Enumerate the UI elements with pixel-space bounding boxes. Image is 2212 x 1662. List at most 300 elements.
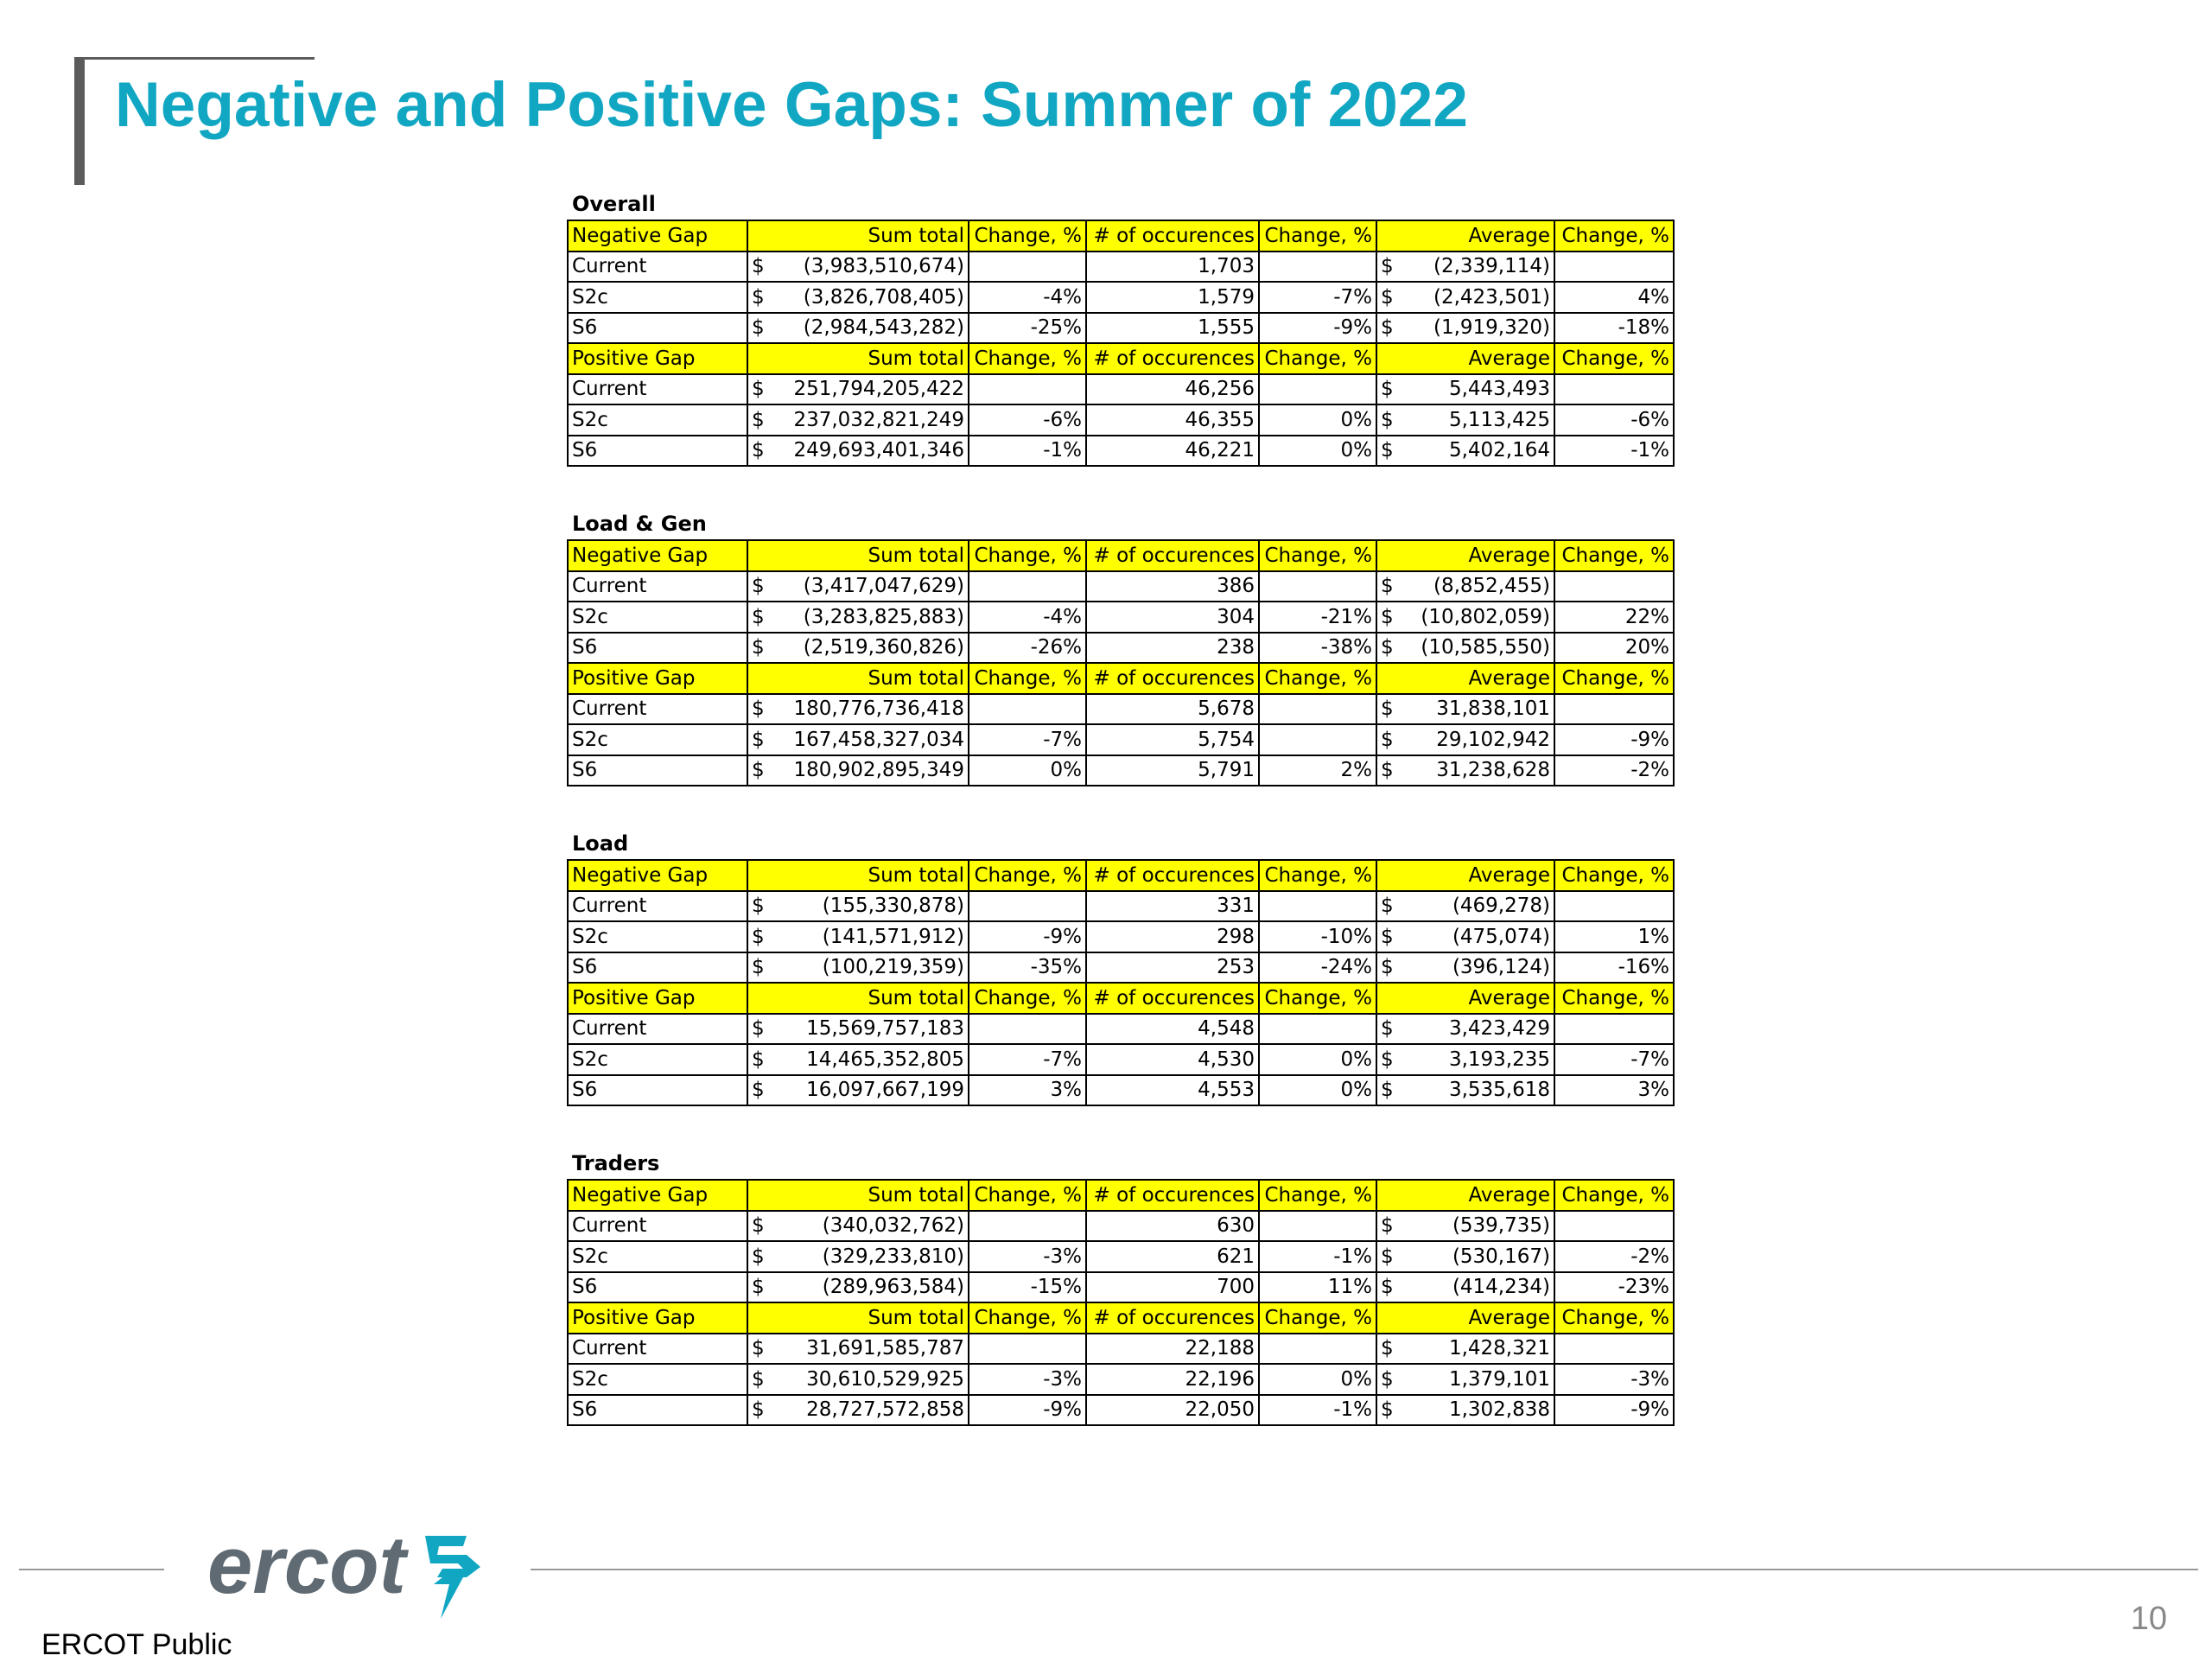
occurrences-cell: 253 xyxy=(1086,952,1259,984)
column-header: Negative Gap xyxy=(568,540,747,571)
occurrences-cell: 621 xyxy=(1086,1241,1259,1272)
average-cell-value: 3,193,235 xyxy=(1448,1048,1550,1071)
column-header: Change, % xyxy=(1259,1180,1376,1211)
sum-change-cell: -3% xyxy=(969,1241,1086,1272)
occurrences-change-cell xyxy=(1259,252,1376,283)
occurrences-change-cell xyxy=(1259,1014,1376,1045)
sum-total-cell-value: (3,283,825,883) xyxy=(803,605,964,628)
occurrences-change-cell: 0% xyxy=(1259,1364,1376,1395)
occurrences-change-cell: 0% xyxy=(1259,1044,1376,1075)
sum-total-cell-value: 15,569,757,183 xyxy=(806,1017,964,1041)
average-cell xyxy=(1376,252,1554,283)
average-change-cell xyxy=(1554,694,1674,725)
average-cell-value: 1,302,838 xyxy=(1448,1398,1550,1422)
occurrences-change-cell xyxy=(1259,891,1376,922)
sum-change-cell: -26% xyxy=(969,633,1086,664)
gap-table xyxy=(567,1179,1675,1426)
average-cell-value: (2,423,501) xyxy=(1433,285,1550,309)
sum-change-cell: 3% xyxy=(969,1075,1086,1106)
row-label: S6 xyxy=(568,1272,747,1303)
occurrences-change-cell: -10% xyxy=(1259,921,1376,952)
occurrences-cell: 4,530 xyxy=(1086,1044,1259,1075)
occurrences-cell: 1,555 xyxy=(1086,313,1259,344)
sum-total-cell xyxy=(747,891,969,922)
sum-change-cell xyxy=(969,891,1086,922)
sum-change-cell: -1% xyxy=(969,436,1086,467)
average-cell-value: (475,074) xyxy=(1452,925,1550,948)
average-change-cell: -3% xyxy=(1554,1364,1674,1395)
currency-symbol: $ xyxy=(752,636,765,659)
page-number: 10 xyxy=(2130,1601,2167,1637)
column-header: Sum total xyxy=(747,663,969,694)
section-title: Traders xyxy=(572,1151,660,1175)
currency-symbol: $ xyxy=(1381,1048,1394,1071)
sum-total-cell xyxy=(747,1241,969,1272)
sum-change-cell xyxy=(969,252,1086,283)
row-label: S6 xyxy=(568,1075,747,1106)
occurrences-cell: 238 xyxy=(1086,633,1259,664)
footer-divider-right xyxy=(531,1569,2198,1570)
table-row xyxy=(568,571,1674,602)
average-cell xyxy=(1376,724,1554,755)
table-header-row xyxy=(568,663,1674,694)
table-section xyxy=(567,1148,1673,1426)
currency-symbol: $ xyxy=(752,285,765,309)
occurrences-cell: 22,050 xyxy=(1086,1395,1259,1426)
column-header: # of occurences xyxy=(1086,1180,1259,1211)
currency-symbol: $ xyxy=(1381,316,1394,340)
sum-change-cell: -25% xyxy=(969,313,1086,344)
occurrences-change-cell: 2% xyxy=(1259,755,1376,786)
sum-total-cell xyxy=(747,404,969,436)
sum-total-cell-value: (3,826,708,405) xyxy=(803,285,964,309)
occurrences-change-cell: 0% xyxy=(1259,1075,1376,1106)
table-row xyxy=(568,282,1674,313)
currency-symbol: $ xyxy=(752,956,765,979)
currency-symbol: $ xyxy=(752,575,765,598)
column-header: Change, % xyxy=(1554,663,1674,694)
sum-change-cell xyxy=(969,374,1086,405)
sum-total-cell-value: (100,219,359) xyxy=(822,956,964,979)
average-change-cell: 4% xyxy=(1554,282,1674,313)
currency-symbol: $ xyxy=(752,1367,765,1391)
sum-change-cell: -9% xyxy=(969,921,1086,952)
sum-total-cell xyxy=(747,755,969,786)
title-accent-line xyxy=(74,57,315,60)
table-header-row xyxy=(568,343,1674,374)
column-header: Change, % xyxy=(1554,1180,1674,1211)
currency-symbol: $ xyxy=(1381,408,1394,431)
currency-symbol: $ xyxy=(752,1017,765,1041)
sum-total-cell xyxy=(747,1211,969,1242)
sum-total-cell xyxy=(747,374,969,405)
sum-total-cell-value: 249,693,401,346 xyxy=(793,439,964,462)
average-change-cell: -6% xyxy=(1554,404,1674,436)
table-row xyxy=(568,1395,1674,1426)
average-cell-value: 1,379,101 xyxy=(1448,1367,1550,1391)
average-change-cell xyxy=(1554,1334,1674,1365)
column-header: # of occurences xyxy=(1086,983,1259,1014)
average-change-cell: -18% xyxy=(1554,313,1674,344)
sum-total-cell xyxy=(747,952,969,984)
row-label: S2c xyxy=(568,1241,747,1272)
column-header: Change, % xyxy=(969,983,1086,1014)
currency-symbol: $ xyxy=(752,1245,765,1268)
average-change-cell xyxy=(1554,891,1674,922)
occurrences-change-cell: -1% xyxy=(1259,1241,1376,1272)
column-header: # of occurences xyxy=(1086,540,1259,571)
sum-total-cell xyxy=(747,1272,969,1303)
column-header: Average xyxy=(1376,220,1554,252)
table-row xyxy=(568,952,1674,984)
currency-symbol: $ xyxy=(752,408,765,431)
currency-symbol: $ xyxy=(752,378,765,401)
occurrences-change-cell xyxy=(1259,571,1376,602)
column-header: Change, % xyxy=(1554,343,1674,374)
lightning-icon xyxy=(425,1536,480,1577)
currency-symbol: $ xyxy=(752,1337,765,1360)
average-cell-value: (1,919,320) xyxy=(1433,316,1550,340)
gap-table xyxy=(567,220,1675,467)
column-header: Change, % xyxy=(1259,983,1376,1014)
column-header: Average xyxy=(1376,1302,1554,1334)
sum-total-cell xyxy=(747,724,969,755)
column-header: Negative Gap xyxy=(568,860,747,891)
sum-change-cell: -35% xyxy=(969,952,1086,984)
column-header: Change, % xyxy=(1554,983,1674,1014)
sum-change-cell: -9% xyxy=(969,1395,1086,1426)
column-header: Sum total xyxy=(747,983,969,1014)
average-change-cell xyxy=(1554,571,1674,602)
occurrences-change-cell: 11% xyxy=(1259,1272,1376,1303)
column-header: Change, % xyxy=(1259,860,1376,891)
column-header: # of occurences xyxy=(1086,663,1259,694)
currency-symbol: $ xyxy=(1381,605,1394,628)
sum-total-cell xyxy=(747,602,969,633)
average-cell xyxy=(1376,404,1554,436)
table-header-row xyxy=(568,860,1674,891)
average-cell xyxy=(1376,313,1554,344)
gap-table xyxy=(567,859,1675,1106)
table-header-row xyxy=(568,1180,1674,1211)
sum-total-cell-value: (3,983,510,674) xyxy=(803,255,964,278)
occurrences-cell: 4,548 xyxy=(1086,1014,1259,1045)
section-title: Overall xyxy=(572,192,656,216)
occurrences-cell: 22,188 xyxy=(1086,1334,1259,1365)
sum-change-cell: 0% xyxy=(969,755,1086,786)
currency-symbol: $ xyxy=(752,605,765,628)
row-label: S6 xyxy=(568,755,747,786)
row-label: Current xyxy=(568,1334,747,1365)
currency-symbol: $ xyxy=(752,728,765,751)
average-change-cell xyxy=(1554,374,1674,405)
column-header: Negative Gap xyxy=(568,1180,747,1211)
column-header: Average xyxy=(1376,343,1554,374)
occurrences-cell: 1,579 xyxy=(1086,282,1259,313)
currency-symbol: $ xyxy=(752,1214,765,1238)
average-cell-value: (530,167) xyxy=(1452,1245,1550,1268)
sum-total-cell xyxy=(747,571,969,602)
column-header: Change, % xyxy=(1259,343,1376,374)
currency-symbol: $ xyxy=(1381,439,1394,462)
column-header: Sum total xyxy=(747,1180,969,1211)
table-row xyxy=(568,694,1674,725)
sum-total-cell-value: (2,984,543,282) xyxy=(803,316,964,340)
sum-total-cell-value: 14,465,352,805 xyxy=(806,1048,964,1071)
average-cell xyxy=(1376,1075,1554,1106)
table-row xyxy=(568,313,1674,344)
column-header: Change, % xyxy=(1259,220,1376,252)
average-cell-value: 3,423,429 xyxy=(1448,1017,1550,1041)
column-header: Change, % xyxy=(969,860,1086,891)
column-header: Change, % xyxy=(969,220,1086,252)
average-cell xyxy=(1376,633,1554,664)
average-cell-value: (8,852,455) xyxy=(1433,575,1550,598)
average-cell-value: 1,428,321 xyxy=(1448,1337,1550,1360)
sum-total-cell xyxy=(747,1075,969,1106)
occurrences-cell: 5,754 xyxy=(1086,724,1259,755)
row-label: S2c xyxy=(568,724,747,755)
average-change-cell: -1% xyxy=(1554,436,1674,467)
column-header: Negative Gap xyxy=(568,220,747,252)
average-cell-value: (2,339,114) xyxy=(1433,255,1550,278)
column-header: # of occurences xyxy=(1086,343,1259,374)
row-label: Current xyxy=(568,1014,747,1045)
occurrences-change-cell xyxy=(1259,374,1376,405)
average-change-cell: -2% xyxy=(1554,1241,1674,1272)
average-cell xyxy=(1376,1211,1554,1242)
table-row xyxy=(568,374,1674,405)
sum-total-cell-value: (289,963,584) xyxy=(822,1276,964,1299)
currency-symbol: $ xyxy=(752,895,765,918)
occurrences-change-cell xyxy=(1259,694,1376,725)
occurrences-cell: 331 xyxy=(1086,891,1259,922)
average-change-cell: -9% xyxy=(1554,724,1674,755)
currency-symbol: $ xyxy=(752,697,765,721)
column-header: Sum total xyxy=(747,540,969,571)
sum-total-cell-value: (329,233,810) xyxy=(822,1245,964,1268)
average-change-cell: -23% xyxy=(1554,1272,1674,1303)
sum-change-cell xyxy=(969,694,1086,725)
occurrences-cell: 700 xyxy=(1086,1272,1259,1303)
average-cell-value: (10,802,059) xyxy=(1421,605,1550,628)
currency-symbol: $ xyxy=(752,255,765,278)
average-change-cell xyxy=(1554,1211,1674,1242)
column-header: Positive Gap xyxy=(568,983,747,1014)
column-header: Average xyxy=(1376,663,1554,694)
row-label: S2c xyxy=(568,602,747,633)
sum-total-cell-value: 167,458,327,034 xyxy=(793,728,964,751)
currency-symbol: $ xyxy=(752,1398,765,1422)
table-section xyxy=(567,188,1673,467)
row-label: S2c xyxy=(568,1364,747,1395)
average-change-cell: -2% xyxy=(1554,755,1674,786)
sum-change-cell: -6% xyxy=(969,404,1086,436)
lightning-bolt-icon xyxy=(434,1577,463,1619)
column-header: Sum total xyxy=(747,1302,969,1334)
column-header: Change, % xyxy=(1259,540,1376,571)
gap-tables xyxy=(567,188,1673,1468)
section-title: Load xyxy=(572,831,629,856)
average-change-cell xyxy=(1554,1014,1674,1045)
occurrences-change-cell: -38% xyxy=(1259,633,1376,664)
average-change-cell xyxy=(1554,252,1674,283)
average-change-cell: 1% xyxy=(1554,921,1674,952)
sum-total-cell-value: (340,032,762) xyxy=(822,1214,964,1238)
average-cell xyxy=(1376,1044,1554,1075)
table-section xyxy=(567,828,1673,1106)
sum-total-cell-value: 180,902,895,349 xyxy=(793,759,964,782)
sum-total-cell xyxy=(747,1014,969,1045)
currency-symbol: $ xyxy=(1381,1276,1394,1299)
table-row xyxy=(568,1364,1674,1395)
occurrences-change-cell xyxy=(1259,724,1376,755)
average-cell xyxy=(1376,921,1554,952)
currency-symbol: $ xyxy=(1381,1214,1394,1238)
occurrences-cell: 5,791 xyxy=(1086,755,1259,786)
occurrences-cell: 22,196 xyxy=(1086,1364,1259,1395)
average-cell-value: 3,535,618 xyxy=(1448,1079,1550,1102)
currency-symbol: $ xyxy=(1381,956,1394,979)
occurrences-cell: 630 xyxy=(1086,1211,1259,1242)
average-change-cell: -9% xyxy=(1554,1395,1674,1426)
table-header-row xyxy=(568,1302,1674,1334)
occurrences-change-cell: -9% xyxy=(1259,313,1376,344)
table-row xyxy=(568,1044,1674,1075)
sum-total-cell-value: 31,691,585,787 xyxy=(806,1337,964,1360)
average-cell xyxy=(1376,952,1554,984)
currency-symbol: $ xyxy=(752,1276,765,1299)
row-label: S6 xyxy=(568,436,747,467)
currency-symbol: $ xyxy=(1381,925,1394,948)
average-cell xyxy=(1376,755,1554,786)
occurrences-change-cell xyxy=(1259,1334,1376,1365)
average-cell-value: 31,238,628 xyxy=(1436,759,1550,782)
occurrences-cell: 386 xyxy=(1086,571,1259,602)
currency-symbol: $ xyxy=(752,439,765,462)
currency-symbol: $ xyxy=(1381,378,1394,401)
table-header-row xyxy=(568,220,1674,252)
sum-change-cell: -3% xyxy=(969,1364,1086,1395)
sum-total-cell xyxy=(747,282,969,313)
table-row xyxy=(568,724,1674,755)
average-change-cell: 20% xyxy=(1554,633,1674,664)
column-header: Positive Gap xyxy=(568,663,747,694)
currency-symbol: $ xyxy=(752,316,765,340)
sum-total-cell xyxy=(747,1364,969,1395)
column-header: Sum total xyxy=(747,860,969,891)
currency-symbol: $ xyxy=(752,925,765,948)
currency-symbol: $ xyxy=(1381,1017,1394,1041)
column-header: Average xyxy=(1376,1180,1554,1211)
row-label: Current xyxy=(568,252,747,283)
occurrences-cell: 46,256 xyxy=(1086,374,1259,405)
sum-total-cell xyxy=(747,633,969,664)
average-cell-value: (539,735) xyxy=(1452,1214,1550,1238)
occurrences-cell: 46,221 xyxy=(1086,436,1259,467)
table-header-row xyxy=(568,983,1674,1014)
sum-total-cell xyxy=(747,313,969,344)
currency-symbol: $ xyxy=(1381,1079,1394,1102)
occurrences-change-cell: -21% xyxy=(1259,602,1376,633)
average-cell-value: (10,585,550) xyxy=(1421,636,1550,659)
row-label: Current xyxy=(568,891,747,922)
column-header: Change, % xyxy=(969,343,1086,374)
occurrences-change-cell: 0% xyxy=(1259,404,1376,436)
currency-symbol: $ xyxy=(752,1048,765,1071)
row-label: S6 xyxy=(568,633,747,664)
currency-symbol: $ xyxy=(1381,1398,1394,1422)
section-title: Load & Gen xyxy=(572,512,707,536)
table-row xyxy=(568,436,1674,467)
table-row xyxy=(568,1334,1674,1365)
column-header: # of occurences xyxy=(1086,1302,1259,1334)
sum-total-cell-value: 30,610,529,925 xyxy=(806,1367,964,1391)
sum-change-cell xyxy=(969,571,1086,602)
column-header: Change, % xyxy=(1259,663,1376,694)
occurrences-change-cell xyxy=(1259,1211,1376,1242)
occurrences-cell: 304 xyxy=(1086,602,1259,633)
row-label: S2c xyxy=(568,921,747,952)
average-cell xyxy=(1376,282,1554,313)
column-header: Average xyxy=(1376,860,1554,891)
sum-total-cell xyxy=(747,436,969,467)
table-row xyxy=(568,1241,1674,1272)
row-label: Current xyxy=(568,571,747,602)
occurrences-cell: 298 xyxy=(1086,921,1259,952)
currency-symbol: $ xyxy=(1381,285,1394,309)
occurrences-change-cell: -1% xyxy=(1259,1395,1376,1426)
average-cell xyxy=(1376,1272,1554,1303)
average-cell xyxy=(1376,374,1554,405)
column-header: # of occurences xyxy=(1086,220,1259,252)
currency-symbol: $ xyxy=(1381,1245,1394,1268)
column-header: Change, % xyxy=(1554,1302,1674,1334)
sum-change-cell: -7% xyxy=(969,724,1086,755)
column-header: Positive Gap xyxy=(568,1302,747,1334)
row-label: Current xyxy=(568,374,747,405)
average-cell-value: 5,443,493 xyxy=(1448,378,1550,401)
average-cell-value: 31,838,101 xyxy=(1436,697,1550,721)
currency-symbol: $ xyxy=(752,759,765,782)
sum-total-cell xyxy=(747,694,969,725)
occurrences-change-cell: -7% xyxy=(1259,282,1376,313)
row-label: Current xyxy=(568,694,747,725)
occurrences-cell: 1,703 xyxy=(1086,252,1259,283)
occurrences-change-cell: 0% xyxy=(1259,436,1376,467)
currency-symbol: $ xyxy=(1381,1337,1394,1360)
average-cell xyxy=(1376,1395,1554,1426)
average-cell xyxy=(1376,1014,1554,1045)
column-header: Change, % xyxy=(1554,220,1674,252)
table-section xyxy=(567,508,1673,786)
column-header: Change, % xyxy=(1259,1302,1376,1334)
column-header: Positive Gap xyxy=(568,343,747,374)
average-change-cell: -16% xyxy=(1554,952,1674,984)
sum-total-cell xyxy=(747,1395,969,1426)
sum-total-cell xyxy=(747,1334,969,1365)
table-row xyxy=(568,602,1674,633)
footer-classification: ERCOT Public xyxy=(41,1628,232,1661)
currency-symbol: $ xyxy=(1381,895,1394,918)
sum-change-cell xyxy=(969,1334,1086,1365)
sum-change-cell: -7% xyxy=(969,1044,1086,1075)
table-row xyxy=(568,891,1674,922)
sum-total-cell-value: 237,032,821,249 xyxy=(793,408,964,431)
average-cell-value: (396,124) xyxy=(1452,956,1550,979)
average-change-cell: 3% xyxy=(1554,1075,1674,1106)
occurrences-cell: 46,355 xyxy=(1086,404,1259,436)
